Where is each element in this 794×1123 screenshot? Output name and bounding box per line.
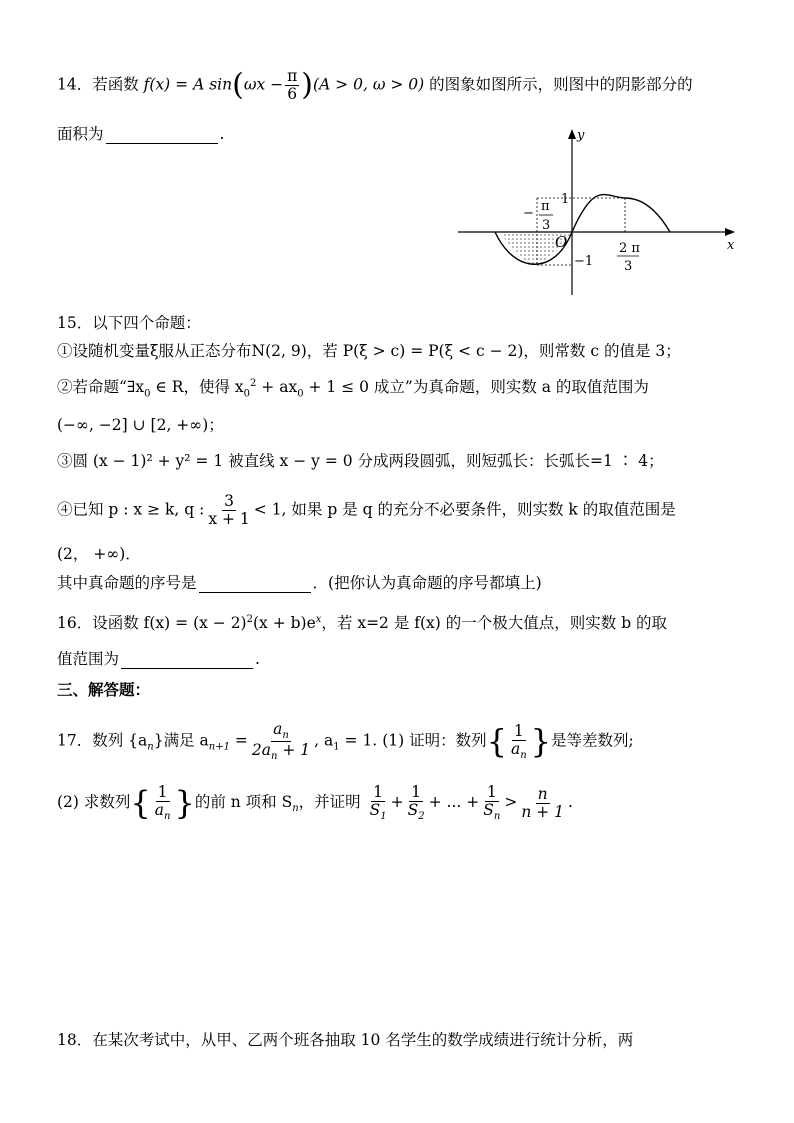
pi-over-6	[285, 68, 299, 103]
brace-open: {	[486, 722, 507, 761]
q14-inner: ωx −	[243, 75, 284, 94]
s4b: < 1, 如果 p 是 q 的充分不必要条件，则实数 k 的取值范围是	[253, 500, 676, 519]
q17-frac-num: $a_n$	[273, 720, 289, 742]
y-label: y	[577, 128, 585, 143]
q17-eq: =	[229, 731, 248, 750]
q16a: 16．设函数 f(x) = (x − 2)	[57, 614, 247, 633]
inv-s2	[406, 784, 427, 822]
two-pi3-den: 3	[624, 259, 633, 274]
q14-line1	[57, 68, 754, 103]
neg-sign: −	[523, 206, 534, 221]
q14-func: f(x) = A sin	[143, 75, 233, 94]
s2: $S_2$	[407, 801, 425, 823]
one-2: 1	[157, 783, 168, 801]
plus: +	[390, 793, 404, 812]
q14-tail: 的图象如图所示，则图中的阴影部分的	[424, 75, 693, 94]
section-heading: 三、解答题：	[57, 681, 151, 699]
sup-2: 2	[250, 378, 257, 389]
q16-end: .	[255, 650, 260, 668]
q15-s2-range: (−∞, −2] ∪ [2, +∞)；	[57, 416, 224, 434]
sub-0: 0	[144, 388, 151, 400]
q16-line2	[57, 650, 754, 669]
q18-line1: 18．在某次考试中，从甲、乙两个班各抽取 10 名学生的数学成绩进行统计分析，两	[57, 1031, 634, 1049]
q17-frac	[250, 721, 312, 762]
q15-title: 15．以下四个命题：	[57, 314, 201, 332]
neg-pi3-den: 3	[542, 218, 551, 233]
label-neg-one: −1	[574, 254, 594, 269]
q17-p2b: 的前 n 项和 S	[194, 793, 293, 812]
q14-condition: (A > 0, ω > 0)	[313, 75, 425, 94]
sup-x: x	[315, 614, 322, 625]
s4-num: 3	[224, 492, 234, 510]
sub-n1: n+1	[208, 741, 230, 753]
q15-s3: ③圆 (x − 1)² + y² = 1 被直线 x − y = 0 分成两段圆弧，则短弧长：长弧长=1 ∶ 4；	[57, 452, 664, 470]
sine-graph	[455, 125, 745, 300]
q17-p1-tail: 是等差数列;	[551, 731, 634, 750]
q17c: , a	[314, 731, 334, 750]
q17a: 17．数列 {a	[57, 731, 148, 750]
dots: + ... +	[428, 793, 480, 812]
q17-p2c: ，并证明	[298, 793, 361, 812]
q16c: ，若 x=2 是 f(x) 的一个极大值点，则实数 b 的取	[321, 614, 668, 633]
q15-s4	[57, 493, 754, 528]
q16-label: 值范围为	[57, 650, 120, 668]
paren-close: )	[301, 67, 314, 103]
q17-frac-den: $2a_n + 1$	[251, 741, 311, 763]
brace-open-2: {	[130, 784, 151, 823]
neg-pi3-num: π	[541, 199, 550, 214]
brace-close: }	[530, 722, 551, 761]
sub-0b: 0	[243, 388, 250, 400]
q16-answer-blank[interactable]	[121, 667, 253, 669]
q17-p1: (1) 证明：数列	[382, 731, 487, 750]
q17-inv-an-2	[153, 784, 173, 822]
inv-s1	[368, 784, 389, 822]
q17d: = 1.	[339, 731, 378, 750]
sub-n: n	[147, 741, 154, 753]
s4a: ④已知 p : x ≥ k, q :	[57, 500, 205, 519]
one-s2: 1	[411, 783, 422, 801]
paren-open: (	[232, 67, 244, 103]
q15-answer-tail: ．(把你认为真命题的序号都填上)	[312, 574, 542, 592]
q17-p2a: (2) 求数列	[57, 793, 131, 812]
q14-answer-blank[interactable]	[106, 142, 218, 144]
q15-answer	[57, 574, 754, 593]
sn: $S_n$	[483, 801, 501, 823]
q17b: }满足 a	[153, 731, 209, 750]
an: $a_n$	[510, 739, 527, 761]
q15-answer-blank[interactable]	[199, 591, 311, 593]
q15-s1: ①设随机变量ξ服从正态分布N(2, 9)，若 P(ξ > c) = P(ξ < c − 2)，则常数 c 的值是 3；	[57, 342, 681, 360]
origin-label: O	[555, 233, 568, 251]
n-over-n1	[519, 786, 566, 821]
sub-n2: n	[292, 803, 299, 815]
two-pi3-num: 2 π	[619, 241, 640, 256]
q15-s2	[57, 378, 754, 400]
label-one: 1	[561, 192, 570, 207]
n-plus-1: n + 1	[521, 802, 564, 821]
q17-line2	[57, 784, 754, 822]
s2b: ∈ R，使得 x	[150, 378, 244, 397]
q16b: (x + b)e	[252, 614, 316, 633]
sup-2b: 2	[246, 614, 253, 625]
q16-line1	[57, 614, 754, 633]
q15-s4-range: (2， +∞)．	[57, 545, 141, 563]
s4-frac	[206, 493, 251, 528]
q14-end: .	[219, 125, 225, 143]
q14-number: 14．若函数	[57, 75, 144, 94]
brace-close-2: }	[174, 784, 195, 823]
q17-end: .	[568, 793, 573, 812]
s2d: + 1 ≤ 0 成立”为真命题，则实数 a 的取值范围为	[303, 378, 649, 397]
s2c: + ax	[256, 378, 298, 397]
one: 1	[513, 721, 524, 740]
one-s1: 1	[373, 783, 384, 801]
q17-line1	[57, 721, 754, 762]
s1: $S_1$	[369, 801, 387, 823]
q17-inv-an	[509, 723, 529, 761]
s4-den: x + 1	[208, 510, 250, 529]
s2a: ②若命题“∃x	[57, 378, 145, 397]
q14-area-label: 面积为	[57, 125, 104, 143]
n: n	[537, 784, 548, 803]
inv-sn	[481, 784, 502, 822]
q15-answer-label: 其中真命题的序号是	[57, 574, 197, 592]
sub-1: 1	[333, 741, 340, 753]
an-2: $a_n$	[154, 801, 171, 823]
x-label: x	[727, 238, 735, 253]
six: 6	[287, 85, 298, 104]
gt: >	[504, 793, 518, 812]
sub-0c: 0	[297, 388, 304, 400]
one-sn: 1	[486, 783, 497, 801]
pi: π	[287, 67, 298, 85]
